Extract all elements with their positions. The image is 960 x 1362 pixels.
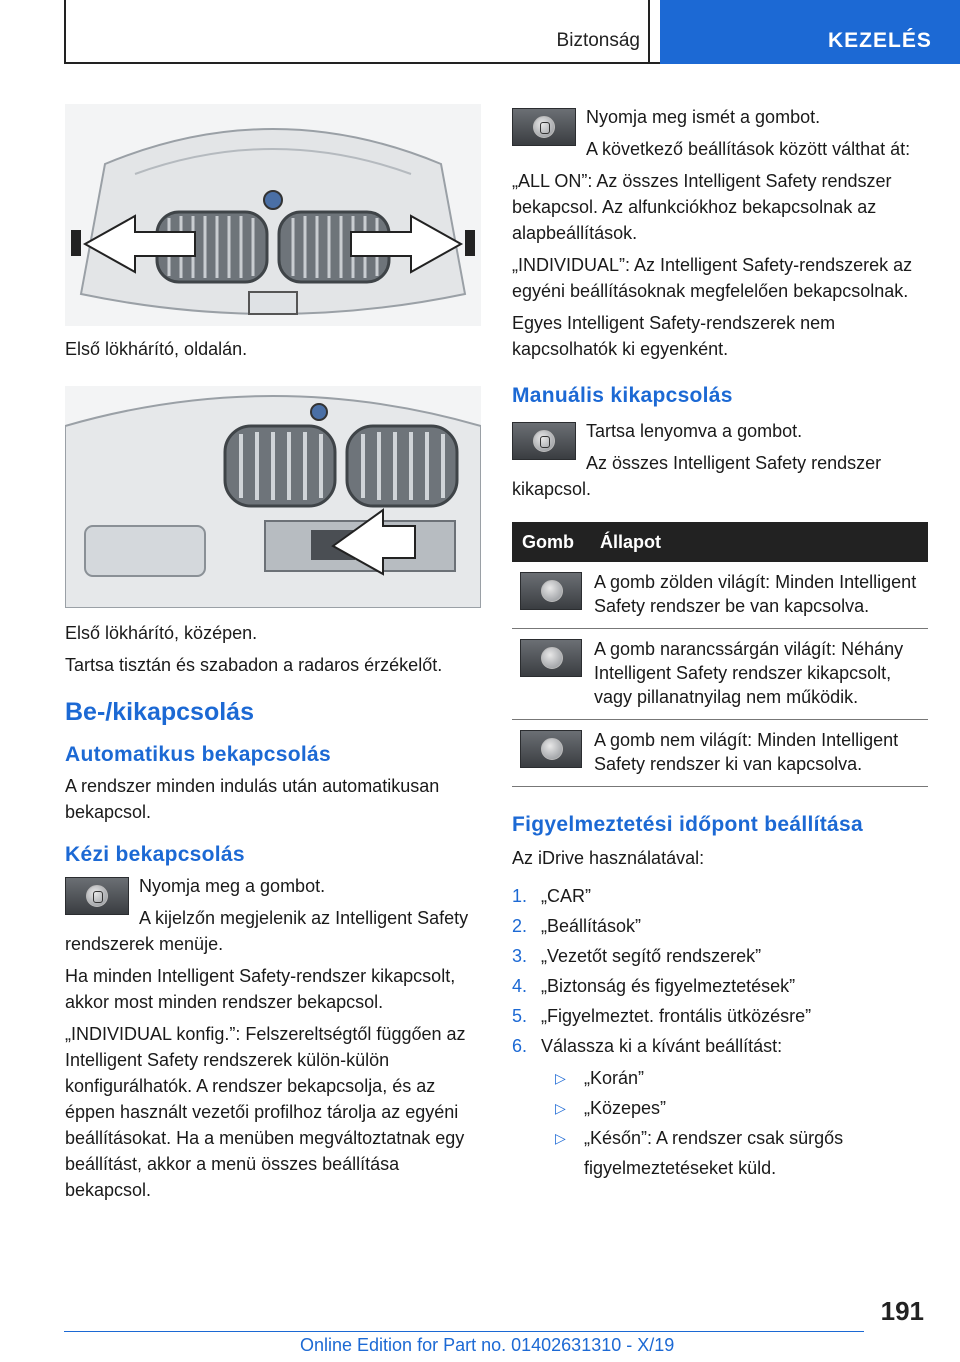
list-item: 5. „Figyelmeztet. frontális ütközésre”	[512, 1006, 812, 1026]
safety-button-icon	[520, 639, 582, 677]
triangle-bullet-icon: ▷	[555, 1100, 566, 1116]
status-orange: A gomb narancssárgán világít: Néhány Intelligent Safety rendszer kikapcsolt, vagy pillanatnyilag nem működik.	[590, 629, 928, 720]
table-row	[512, 562, 928, 629]
auto-on-text: A rendszer minden indulás után automatikusan bekapcsol.	[65, 776, 440, 822]
heading-warning-time: Figyelmeztetési időpont beállítása	[512, 813, 863, 836]
list-item: 4. „Biztonság és figyelmeztetések”	[512, 976, 796, 996]
left-column	[65, 104, 481, 1209]
bumper-center-illustration	[65, 386, 481, 608]
all-off-text: Az összes Intelligent Safety rendszer kikapcsol.	[512, 453, 882, 499]
button-status-table	[512, 522, 928, 787]
list-item: 3. „Vezetőt segítő rendszerek”	[512, 946, 762, 966]
all-on-text: „ALL ON”: Az összes Intelligent Safety rendszer bekapcsol. Az alfunkciókhoz bekapcsolnak az alapbeállítások.	[512, 171, 892, 243]
bumper-side-illustration	[65, 104, 481, 326]
options-list	[541, 1063, 928, 1183]
individual-config-info: „INDIVIDUAL konfig.”: Felszereltségtől függően az Intelligent Safety rendszerek külön-külön konfigurálhatók. A rendszer bekapcsolja, és az éppen használt vezetői profilhoz tárolja az egyéni beállításokat. Ha a menüben megváltoztatnak egy beállítást, akkor a menü összes beállítása bekapcsol.	[65, 1024, 466, 1200]
right-column	[512, 104, 928, 1183]
safety-button-icon	[520, 730, 582, 768]
heading-manual-off: Manuális kikapcsolás	[512, 384, 733, 407]
status-green: A gomb zölden világít: Minden Intelligent Safety rendszer be van kapcsolva.	[590, 562, 928, 629]
heading-manual-on: Kézi bekapcsolás	[65, 843, 245, 866]
safety-button-icon	[65, 877, 129, 915]
manual-step-press: Nyomja meg a gombot.	[139, 876, 326, 896]
caption-keep-clean: Tartsa tisztán és szabadon a radaros érzékelőt.	[65, 655, 443, 675]
some-systems-text: Egyes Intelligent Safety-rendszerek nem kapcsolhatók ki egyenként.	[512, 313, 836, 359]
individual-text: „INDIVIDUAL”: Az Intelligent Safety-rendszerek az egyéni beállításoknak megfelelően bekapcsolnak.	[512, 255, 913, 301]
list-item: ▷ „Korán”	[555, 1063, 928, 1093]
table-header-status: Állapot	[590, 522, 928, 562]
list-item: ▷ „Közepes”	[555, 1093, 928, 1123]
caption-center: Első lökhárító, középen.	[65, 623, 258, 643]
all-off-info: Ha minden Intelligent Safety-rendszer kikapcsolt, akkor most minden rendszer bekapcsol.	[65, 966, 456, 1012]
table-row	[512, 629, 928, 720]
heading-on-off: Be-/kikapcsolás	[65, 698, 254, 726]
manual-on-block	[65, 873, 481, 963]
list-item: 2. „Beállítások”	[512, 916, 642, 936]
heading-auto-on: Automatikus bekapcsolás	[65, 743, 331, 766]
list-item: ▷ „Későn”: A rendszer csak sürgős figyelmeztetéseket küld.	[555, 1123, 928, 1183]
footer-rule	[64, 1331, 864, 1332]
header-bottom-rule	[64, 62, 660, 64]
safety-button-icon	[520, 572, 582, 610]
safety-button-icon	[512, 422, 576, 460]
manual-off-block	[512, 418, 928, 508]
table-header-button: Gomb	[512, 522, 590, 562]
list-item: 6. Válassza ki a kívánt beállítást: ▷ „Korán” ▷ „Közepes” ▷ „Későn”: A rendszer csak sürgős figyelmeztetéseket küld.	[512, 1031, 928, 1183]
footer-edition: Online Edition for Part no. 01402631310 - X/19	[300, 1335, 675, 1355]
chapter-tab[interactable]: KEZELÉS	[660, 0, 960, 64]
list-item: 1. „CAR”	[512, 886, 591, 906]
press-again-block	[512, 104, 928, 168]
section-title: Biztonság	[556, 30, 640, 51]
manual-step-menu: A kijelzőn megjelenik az Intelligent Safety rendszerek menüje.	[65, 908, 469, 954]
safety-button-icon	[512, 108, 576, 146]
caption-side: Első lökhárító, oldalán.	[65, 339, 248, 359]
triangle-bullet-icon: ▷	[555, 1070, 566, 1086]
hold-text: Tartsa lenyomva a gombot.	[586, 421, 803, 441]
switch-between-text: A következő beállítások között válthat át:	[586, 139, 911, 159]
steps-list	[512, 881, 928, 1183]
idrive-text: Az iDrive használatával:	[512, 848, 705, 868]
header-left-rule	[64, 0, 66, 64]
page-number: 191	[880, 1296, 924, 1326]
header-divider	[648, 0, 650, 64]
press-again-text: Nyomja meg ismét a gombot.	[586, 107, 821, 127]
table-row	[512, 720, 928, 787]
triangle-bullet-icon: ▷	[555, 1130, 566, 1146]
status-off: A gomb nem világít: Minden Intelligent Safety rendszer ki van kapcsolva.	[590, 720, 928, 787]
